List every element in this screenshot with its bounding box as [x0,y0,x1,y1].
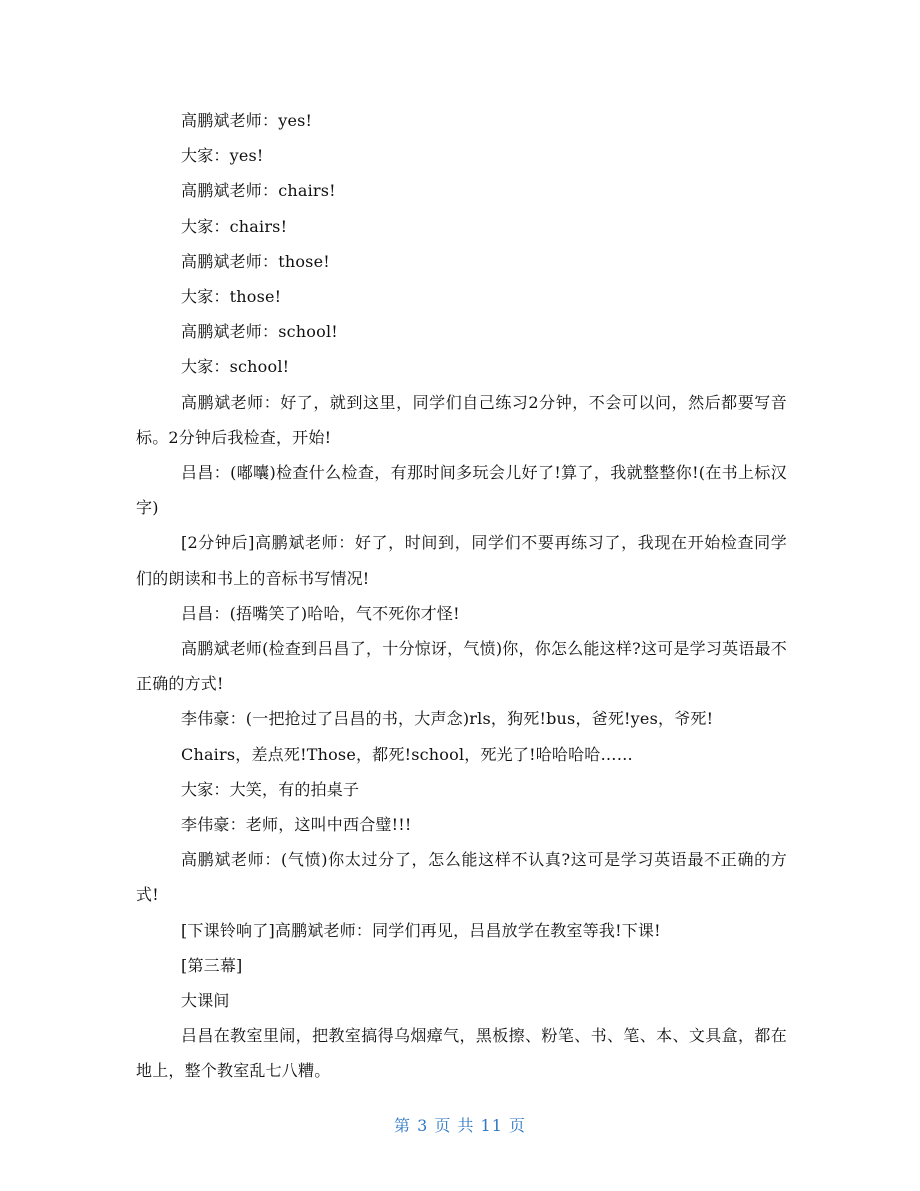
paragraph: 大课间 [181,991,230,1011]
paragraph: 高鹏斌老师：those! [181,251,330,271]
scene-heading: [第三幕] [181,955,243,975]
paragraph: 高鹏斌老师：好了，就到这里，同学们自己练习2分钟，不会可以问，然后都要写音标。2分钟后我检查，开始! [136,392,787,447]
paragraph: 高鹏斌老师：yes! [181,111,313,130]
paragraph: 李伟豪：(一把抢过了吕昌的书，大声念)rls，狗死!bus，爸死!yes，爷死! [181,709,714,729]
paragraph: 高鹏斌老师：chairs! [181,181,336,201]
paragraph: 李伟豪：老师，这叫中西合璧!!! [181,815,412,835]
paragraph: 大家：大笑，有的拍桌子 [181,779,360,799]
paragraph: Chairs，差点死!Those，都死!school，死光了!哈哈哈哈…… [181,744,633,764]
paragraph: 吕昌：(捂嘴笑了)哈哈，气不死你才怪! [181,603,460,623]
paragraph: [2分钟后]高鹏斌老师：好了，时间到，同学们不要再练习了，我现在开始检查同学们的朗读和书上的音标书写情况! [136,533,787,588]
document-body [136,103,787,1089]
paragraph: 大家：chairs! [181,216,288,236]
paragraph: 大家：school! [181,357,290,377]
paragraph: 大家：yes! [181,146,264,166]
page-number-footer: 第 3 页 共 11 页 [394,1116,526,1135]
paragraph: 大家：those! [181,287,282,307]
paragraph: 吕昌在教室里闹，把教室搞得乌烟瘴气，黑板擦、粉笔、书、笔、本、文具盒，都在地上，整个教室乱七八糟。 [136,1026,787,1081]
paragraph: 吕昌：(嘟囔)检查什么检查，有那时间多玩会儿好了!算了，我就整整你!(在书上标汉字) [136,463,787,518]
paragraph: 高鹏斌老师：(气愤)你太过分了，怎么能这样不认真?这可是学习英语最不正确的方式! [136,850,787,905]
paragraph: 高鹏斌老师：school! [181,322,338,342]
paragraph: [下课铃响了]高鹏斌老师：同学们再见，吕昌放学在教室等我!下课! [181,920,661,940]
paragraph: 高鹏斌老师(检查到吕昌了，十分惊讶，气愤)你，你怎么能这样?这可是学习英语最不正确的方式! [136,639,787,694]
